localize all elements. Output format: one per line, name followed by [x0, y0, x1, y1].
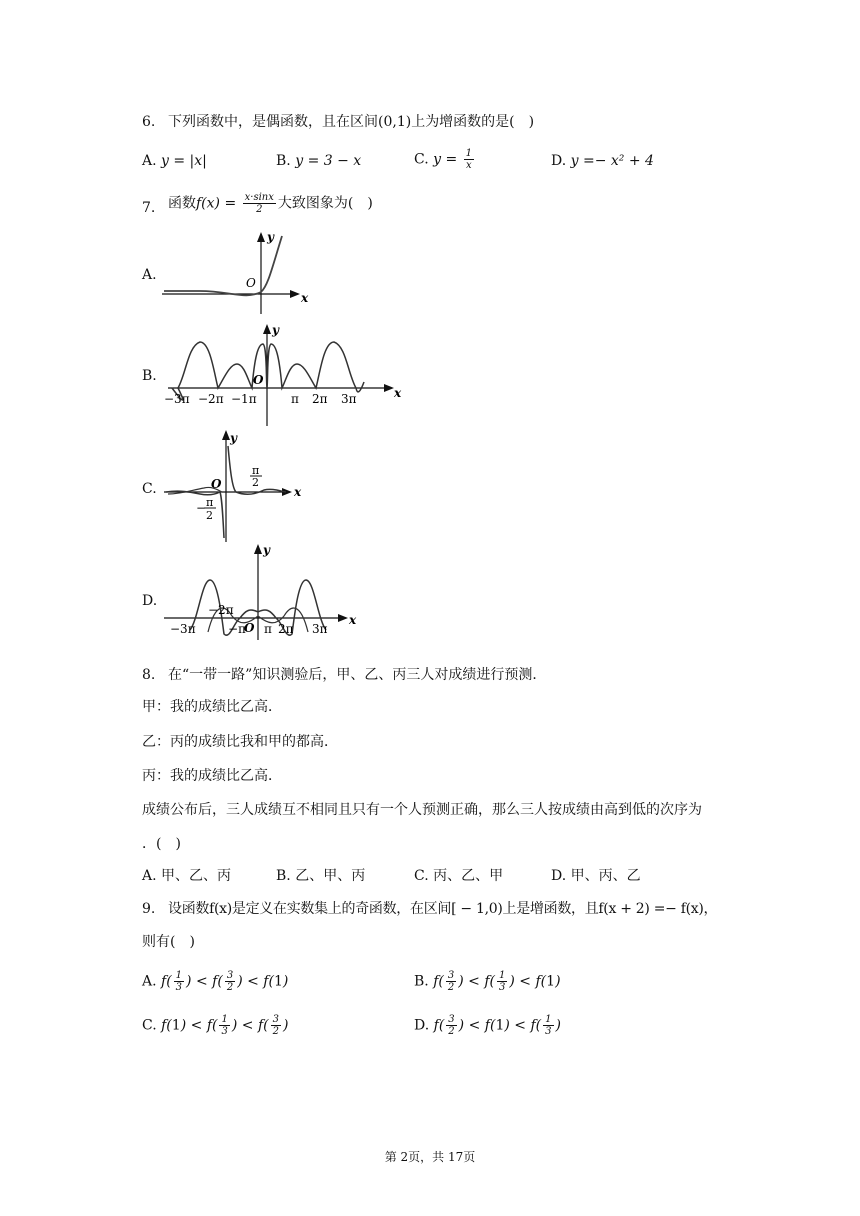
graph-a-x-arrow [290, 290, 300, 298]
graph-c-neg-pi-over-2-num: π [206, 496, 214, 509]
q6-number: 6. [142, 114, 156, 130]
q9-d-f3: f( [530, 1017, 542, 1034]
q9-c-lt1: < [186, 1017, 207, 1034]
graph-b-tick-3pi: 3π [341, 392, 357, 406]
graph-c [160, 428, 310, 546]
graph-d-tick-negpi: −π [228, 622, 246, 636]
q9-b-frac1-den: 2 [447, 982, 455, 993]
q6-stem: 下列函数中，是偶函数，且在区间(0,1)上为增函数的是( ) [168, 114, 535, 130]
q9-a-one: 1 [273, 973, 283, 990]
q9-option-c [142, 1014, 288, 1037]
q7-option-d-key: D. [142, 593, 158, 609]
q9-d-f1: f( [433, 1017, 445, 1034]
q6-option-c-key: C. [414, 151, 429, 168]
q9-d-f2: f( [484, 1017, 496, 1034]
graph-b-tick-neg3pi: −3π [164, 392, 190, 406]
q9-option-a-key: A. [142, 973, 157, 990]
q6-option-c-numerator: 1 [465, 148, 473, 159]
q9-c-f2: f( [206, 1017, 218, 1034]
q9-number: 9. [142, 901, 156, 917]
q9-c-frac2 [271, 1014, 281, 1037]
graph-d-x-arrow [338, 614, 348, 622]
q8-result-cont: ．( ) [142, 836, 181, 852]
q9-c-frac1-den: 3 [221, 1026, 228, 1037]
q8-option-b [276, 866, 365, 886]
q9-d-close2: ) [504, 1017, 510, 1034]
q9-b-one: 1 [546, 973, 556, 990]
q9-b-frac1-num: 3 [447, 970, 455, 981]
q9-a-close1: ) [186, 973, 192, 990]
q6-option-c-denominator: x [466, 160, 472, 171]
q9-d-frac2-num: 1 [545, 1014, 552, 1025]
q6-option-a [142, 151, 207, 171]
q9-c-close3: ) [282, 1017, 289, 1034]
q9-d-close1: ) [458, 1017, 465, 1034]
graph-c-x-label: x [294, 485, 302, 499]
graph-b-y-label: y [272, 323, 279, 337]
q9-a-close3: ) [282, 973, 289, 990]
q8-option-a [142, 866, 231, 886]
graph-c-y-arrow [222, 430, 230, 440]
q9-c-frac2-num: 3 [272, 1014, 279, 1025]
q6-option-c [414, 148, 476, 171]
graph-c-neg-pi-over-2-den: 2 [206, 509, 213, 522]
q9-a-f2: f( [212, 973, 223, 990]
q9-b-close1: ) [458, 973, 464, 990]
page-footer: 第 2页，共 17页 [384, 1150, 476, 1164]
q9-a-lt2: < [242, 973, 264, 990]
q9-option-d-key: D. [414, 1017, 430, 1034]
q8-option-c [414, 866, 503, 886]
q8-stem: 在“一带一路”知识测验后，甲、乙、丙三人对成绩进行预测． [168, 667, 547, 683]
graph-d-y-label: y [263, 543, 270, 557]
q9-b-lt2: < [514, 973, 536, 990]
q9-a-frac1 [174, 970, 184, 993]
q7-option-a-key: A. [142, 267, 157, 283]
q9-c-f3: f( [257, 1017, 269, 1034]
q8-option-d-key: D. [551, 868, 567, 884]
q9-d-lt1: < [464, 1017, 485, 1034]
graph-a-y-arrow [257, 232, 265, 242]
q9-option-d [414, 1014, 561, 1037]
q6-option-a-text: y = |x| [161, 153, 207, 169]
q9-d-frac2 [543, 1014, 553, 1037]
q7-stem-pre: 函数 [168, 195, 196, 212]
q8-statement-bing: 丙：我的成绩比乙高． [142, 768, 282, 784]
q9-b-close3: ) [555, 973, 561, 990]
graph-d-y-arrow [254, 544, 262, 554]
q6-option-d-key: D. [551, 153, 567, 169]
q8-option-b-text: 乙、甲、丙 [295, 868, 366, 884]
q6-option-c-fraction [464, 148, 474, 171]
q9-c-f1: f( [161, 1017, 172, 1034]
q9-c-close2: ) [231, 1017, 238, 1034]
q9-c-frac1-num: 1 [221, 1014, 228, 1025]
q9-c-frac1 [219, 1014, 229, 1037]
q7-option-b-key: B. [142, 368, 157, 384]
q7-stem [168, 192, 373, 215]
q6-option-a-key: A. [142, 153, 157, 169]
graph-b-y-arrow [263, 324, 271, 334]
q8-statement-yi: 乙：丙的成绩比我和甲的都高． [142, 734, 338, 750]
q9-a-frac2-num: 3 [226, 970, 234, 981]
q7-stem-post: 大致图象为( ) [277, 195, 373, 212]
q9-d-frac1-den: 2 [448, 1026, 455, 1037]
q7-fraction-denominator: 2 [256, 204, 263, 215]
q9-b-frac2 [497, 970, 507, 993]
q6-option-b-text: y = 3 − x [295, 153, 362, 169]
q9-a-frac1-den: 3 [175, 982, 183, 993]
q9-a-frac2 [225, 970, 235, 993]
graph-b-tick-2pi: 2π [312, 392, 328, 406]
graph-b [160, 322, 410, 428]
q9-d-lt2: < [509, 1017, 531, 1034]
graph-c-y-label: y [230, 431, 237, 445]
q8-option-d-text: 甲、丙、乙 [570, 868, 641, 884]
q6-option-c-pre: y = [433, 151, 462, 168]
q9-a-lt1: < [191, 973, 213, 990]
q6-option-d-text: y =− x² + 4 [570, 153, 654, 169]
q9-d-one: 1 [495, 1017, 505, 1034]
graph-c-origin-label: O [211, 477, 222, 491]
q6-option-d [551, 151, 654, 171]
q7-fraction [243, 192, 276, 215]
graph-a [160, 228, 320, 318]
q8-option-a-text: 甲、乙、丙 [161, 868, 232, 884]
q9-d-frac1-num: 3 [448, 1014, 455, 1025]
q9-c-close1: ) [180, 1017, 187, 1034]
q9-d-frac1 [446, 1014, 456, 1037]
graph-a-y-label: y [267, 230, 274, 244]
graph-b-tick-neg2pi: −2π [198, 392, 224, 406]
q9-a-close2: ) [237, 973, 243, 990]
q8-result: 成绩公布后，三人成绩互不相同且只有一个人预测正确，那么三人按成绩由高到低的次序为 [142, 802, 702, 818]
q8-option-b-key: B. [276, 868, 291, 884]
q9-a-f3: f( [263, 973, 274, 990]
q9-a-frac1-num: 1 [175, 970, 183, 981]
q9-option-a [142, 970, 288, 993]
q9-b-close2: ) [509, 973, 515, 990]
q9-b-f1: f( [433, 973, 444, 990]
graph-d-tick-neg3pi: −3π [170, 622, 196, 636]
graph-d-x-label: x [349, 613, 357, 627]
q9-stem: 设函数f(x)是定义在实数集上的奇函数，在区间[ − 1,0)上是增函数，且f(x + 2) =− f(x)， [168, 901, 718, 917]
q6-option-b [276, 151, 361, 171]
graph-d-tick-pi: π [264, 622, 272, 636]
q9-c-lt2: < [237, 1017, 258, 1034]
q9-d-frac2-den: 3 [545, 1026, 552, 1037]
q7-fraction-numerator: x·sinx [244, 192, 274, 203]
q9-a-frac2-den: 2 [226, 982, 234, 993]
q9-b-f2: f( [484, 973, 495, 990]
graph-c-curve-left [166, 491, 224, 538]
graph-d-tick-neg2pi: −2π [208, 603, 234, 617]
q8-option-c-text: 丙、乙、甲 [433, 868, 504, 884]
graph-d-tick-3pi: 3π [312, 622, 328, 636]
q8-option-a-key: A. [142, 868, 157, 884]
q9-option-c-key: C. [142, 1017, 157, 1034]
graph-a-x-label: x [301, 291, 309, 305]
q8-statement-jia: 甲：我的成绩比乙高． [142, 699, 282, 715]
graph-c-pi-over-2-den: 2 [252, 476, 259, 489]
graph-c-neg-sign: − [196, 501, 207, 515]
q9-d-close3: ) [555, 1017, 561, 1034]
q8-number: 8. [142, 667, 156, 683]
q6-option-b-key: B. [276, 153, 291, 169]
graph-d-tick-2pi: 2π [278, 622, 294, 636]
q9-c-frac2-den: 2 [272, 1026, 279, 1037]
graph-d-origin-label: O [244, 621, 255, 635]
q9-option-b [414, 970, 561, 993]
q9-b-lt1: < [463, 973, 485, 990]
q9-b-frac1 [446, 970, 456, 993]
graph-b-x-label: x [394, 386, 402, 400]
q9-b-f3: f( [535, 973, 547, 990]
q9-option-b-key: B. [414, 973, 429, 990]
graph-d [160, 540, 370, 644]
q8-option-d [551, 866, 641, 886]
q7-option-c-key: C. [142, 481, 157, 497]
q9-a-f1: f( [161, 973, 172, 990]
graph-b-x-arrow [384, 384, 394, 392]
q8-option-c-key: C. [414, 868, 429, 884]
graph-b-origin-label: O [253, 373, 264, 387]
q9-c-one: 1 [171, 1017, 181, 1034]
q9-stem-cont: 则有( ) [142, 934, 195, 950]
graph-b-tick-neg1pi: −1π [231, 392, 257, 406]
graph-c-pi-over-2-num: π [252, 464, 260, 477]
graph-b-tick-pi: π [291, 392, 299, 406]
q7-number: 7. [142, 200, 156, 216]
q7-function: f(x) = [196, 195, 241, 212]
graph-a-origin-label: O [246, 276, 256, 290]
graph-a-curve [164, 236, 282, 295]
q9-b-frac2-den: 3 [499, 982, 506, 993]
q9-b-frac2-num: 1 [499, 970, 506, 981]
